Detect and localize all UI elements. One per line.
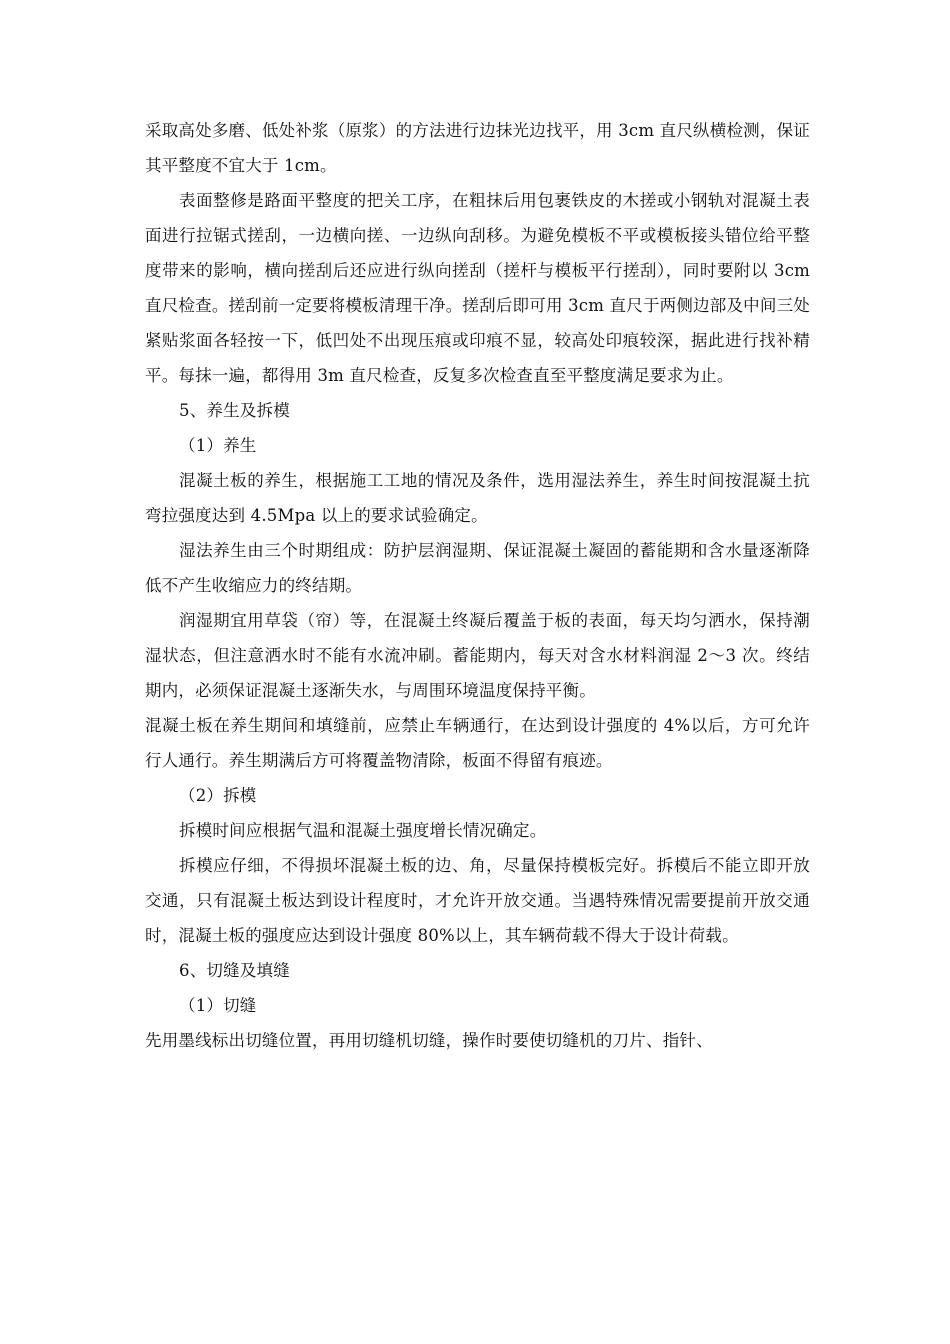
section-heading-5: 5、养生及拆模 <box>179 401 290 420</box>
section-heading-6: 6、切缝及填缝 <box>179 961 290 980</box>
paragraph-4: 湿法养生由三个时期组成：防护层润湿期、保证混凝土凝固的蓄能期和含水量逐渐降低不产生收缩应力的终结期。 <box>145 541 810 595</box>
paragraph-2: 表面整修是路面平整度的把关工序，在粗抹后用包裹铁皮的木搓或小钢轨对混凝土表面进行拉锯式搓刮，一边横向搓、一边纵向刮移。为避免模板不平或模板接头错位给平整度带来的影响，横向搓刮后还应进行纵向搓刮（搓杆与模板平行搓刮），同时要附以 3cm 直尺检查。搓刮前一定要将模板清理干净。搓刮后即可用 3cm 直尺于两侧边部及中间三处紧贴浆面各轻按一下，低凹处不出现压痕或印痕不显，较高处印痕较深，据此进行找补精平。每抹一遍，都得用 3m 直尺检查，反复多次检查直至平整度满足要求为止。 <box>145 191 810 385</box>
paragraph-9: 先用墨线标出切缝位置，再用切缝机切缝，操作时要使切缝机的刀片、指针、 <box>145 1031 713 1050</box>
paragraph-1: 采取高处多磨、低处补浆（原浆）的方法进行边抹光边找平，用 3cm 直尺纵横检测，保证其平整度不宜大于 1cm。 <box>145 121 810 175</box>
subheading-formwork-removal: （2）拆模 <box>179 786 257 805</box>
paragraph-7: 拆模时间应根据气温和混凝土强度增长情况确定。 <box>179 821 547 840</box>
document-body <box>145 113 810 1058</box>
subheading-curing: （1）养生 <box>179 436 257 455</box>
paragraph-5: 润湿期宜用草袋（帘）等，在混凝土终凝后覆盖于板的表面，每天均匀洒水，保持潮湿状态，但注意洒水时不能有水流冲刷。蓄能期内，每天对含水材料润湿 2～3 次。终结期内，必须保证混凝土逐渐失水，与周围环境温度保持平衡。 <box>145 611 810 700</box>
paragraph-6: 混凝土板在养生期间和填缝前，应禁止车辆通行，在达到设计强度的 4%以后，方可允许行人通行。养生期满后方可将覆盖物清除，板面不得留有痕迹。 <box>145 716 810 770</box>
subheading-cutting: （1）切缝 <box>179 996 257 1015</box>
paragraph-8: 拆模应仔细，不得损坏混凝土板的边、角，尽量保持模板完好。拆模后不能立即开放交通，只有混凝土板达到设计程度时，才允许开放交通。当遇特殊情况需要提前开放交通时，混凝土板的强度应达到设计强度 80%以上，其车辆荷载不得大于设计荷载。 <box>145 856 810 945</box>
paragraph-3: 混凝土板的养生，根据施工工地的情况及条件，选用湿法养生，养生时间按混凝土抗弯拉强度达到 4.5Mpa 以上的要求试验确定。 <box>145 471 810 525</box>
